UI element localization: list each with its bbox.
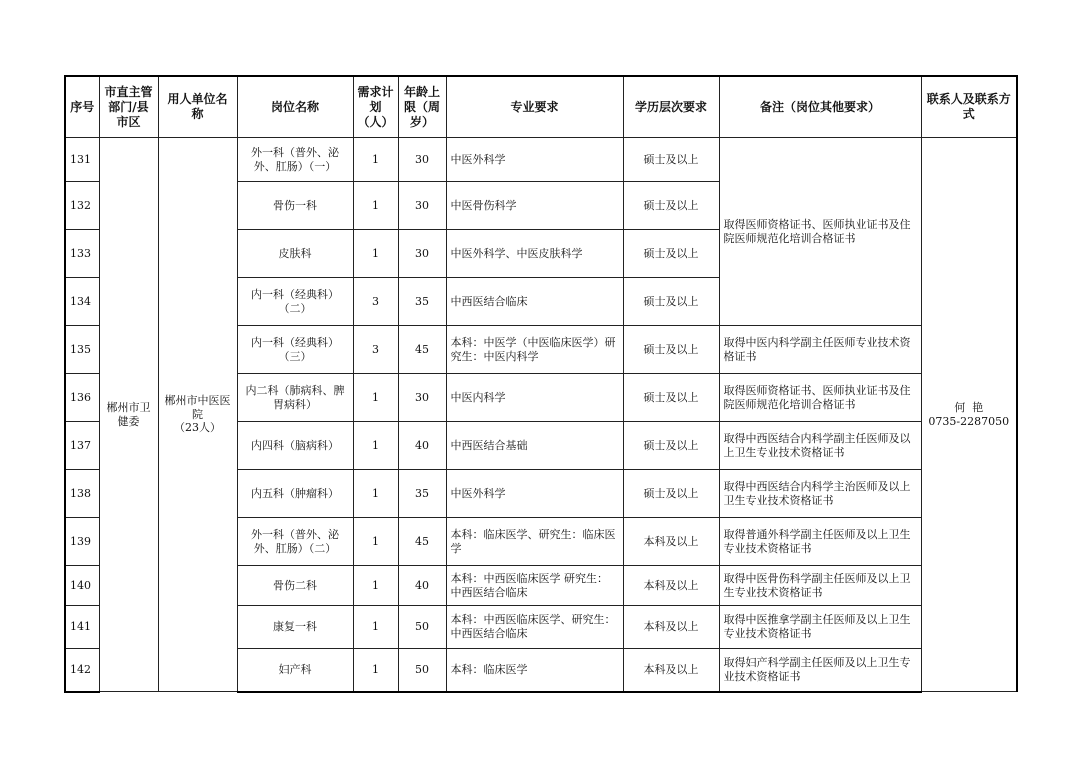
row-edu: 硕士及以上 — [623, 422, 719, 470]
row-major: 中医外科学 — [446, 138, 623, 182]
contact-name: 何 艳 — [954, 400, 984, 414]
row-count: 1 — [353, 230, 398, 278]
row-count: 1 — [353, 518, 398, 566]
row-edu: 本科及以上 — [623, 566, 719, 606]
shared-note-cell: 取得医师资格证书、医师执业证书及住院医师规范化培训合格证书 — [719, 138, 921, 326]
row-note: 取得中西医结合内科学副主任医师及以上卫生专业技术资格证书 — [719, 422, 921, 470]
row-seq: 140 — [65, 566, 99, 606]
row-major: 本科：中医学（中医临床医学）研究生：中医内科学 — [446, 326, 623, 374]
row-age: 35 — [398, 470, 446, 518]
row-note: 取得普通外科学副主任医师及以上卫生专业技术资格证书 — [719, 518, 921, 566]
row-age: 50 — [398, 649, 446, 692]
header-age: 年龄上限（周岁） — [398, 76, 446, 138]
header-count: 需求计划（人） — [353, 76, 398, 138]
row-seq: 142 — [65, 649, 99, 692]
row-seq: 137 — [65, 422, 99, 470]
row-major: 中医内科学 — [446, 374, 623, 422]
row-major: 中医骨伤科学 — [446, 182, 623, 230]
row-age: 30 — [398, 138, 446, 182]
row-note: 取得中医骨伤科学副主任医师及以上卫生专业技术资格证书 — [719, 566, 921, 606]
row-count: 1 — [353, 566, 398, 606]
row-post: 皮肤科 — [237, 230, 353, 278]
recruitment-table — [64, 75, 1018, 693]
header-row — [65, 76, 1017, 138]
row-count: 1 — [353, 470, 398, 518]
row-age: 30 — [398, 374, 446, 422]
row-post: 骨伤一科 — [237, 182, 353, 230]
row-post: 内五科（肿瘤科） — [237, 470, 353, 518]
row-age: 50 — [398, 606, 446, 649]
row-age: 45 — [398, 326, 446, 374]
row-age: 40 — [398, 566, 446, 606]
row-age: 30 — [398, 230, 446, 278]
row-note: 取得妇产科学副主任医师及以上卫生专业技术资格证书 — [719, 649, 921, 692]
row-major: 本科：中西医临床医学 研究生：中西医结合临床 — [446, 566, 623, 606]
row-edu: 硕士及以上 — [623, 326, 719, 374]
row-seq: 139 — [65, 518, 99, 566]
row-seq: 141 — [65, 606, 99, 649]
row-post: 康复一科 — [237, 606, 353, 649]
header-notes: 备注（岗位其他要求） — [719, 76, 921, 138]
header-seq: 序号 — [65, 76, 99, 138]
header-unit: 用人单位名称 — [158, 76, 237, 138]
row-major: 中西医结合基础 — [446, 422, 623, 470]
row-edu: 本科及以上 — [623, 649, 719, 692]
row-count: 1 — [353, 649, 398, 692]
row-count: 3 — [353, 326, 398, 374]
row-note: 取得中西医结合内科学主治医师及以上卫生专业技术资格证书 — [719, 470, 921, 518]
row-post: 外一科（普外、泌外、肛肠）（二） — [237, 518, 353, 566]
row-edu: 硕士及以上 — [623, 182, 719, 230]
row-post: 骨伤二科 — [237, 566, 353, 606]
header-edu: 学历层次要求 — [623, 76, 719, 138]
row-count: 1 — [353, 138, 398, 182]
row-seq: 136 — [65, 374, 99, 422]
row-seq: 135 — [65, 326, 99, 374]
unit-name: 郴州市中医医院 — [164, 393, 231, 421]
row-major: 中医外科学、中医皮肤科学 — [446, 230, 623, 278]
row-post: 内一科（经典科）（三） — [237, 326, 353, 374]
row-edu: 硕士及以上 — [623, 138, 719, 182]
row-age: 45 — [398, 518, 446, 566]
row-post: 妇产科 — [237, 649, 353, 692]
row-seq: 133 — [65, 230, 99, 278]
row-age: 35 — [398, 278, 446, 326]
contact-phone: 0735-2287050 — [928, 414, 1010, 428]
row-seq: 131 — [65, 138, 99, 182]
row-edu: 硕士及以上 — [623, 470, 719, 518]
row-edu: 硕士及以上 — [623, 230, 719, 278]
row-post: 内二科（肺病科、脾胃病科） — [237, 374, 353, 422]
row-age: 30 — [398, 182, 446, 230]
header-major: 专业要求 — [446, 76, 623, 138]
row-major: 本科：中西医临床医学、研究生：中西医结合临床 — [446, 606, 623, 649]
row-major: 本科：临床医学 — [446, 649, 623, 692]
row-count: 1 — [353, 182, 398, 230]
row-edu: 本科及以上 — [623, 518, 719, 566]
row-major: 本科：临床医学、研究生：临床医学 — [446, 518, 623, 566]
header-contact: 联系人及联系方式 — [921, 76, 1017, 138]
row-major: 中西医结合临床 — [446, 278, 623, 326]
row-seq: 132 — [65, 182, 99, 230]
unit-count: （23人） — [174, 421, 221, 435]
row-edu: 硕士及以上 — [623, 278, 719, 326]
row-seq: 134 — [65, 278, 99, 326]
row-post: 内四科（脑病科） — [237, 422, 353, 470]
header-dept: 市直主管部门/县市区 — [99, 76, 158, 138]
row-note: 取得中医推拿学副主任医师及以上卫生专业技术资格证书 — [719, 606, 921, 649]
unit-cell — [158, 138, 237, 692]
dept-cell: 郴州市卫健委 — [99, 138, 158, 692]
row-post: 外一科（普外、泌外、肛肠）（一） — [237, 138, 353, 182]
row-major: 中医外科学 — [446, 470, 623, 518]
table-row — [65, 138, 1017, 182]
row-edu: 本科及以上 — [623, 606, 719, 649]
row-post: 内一科（经典科）（二） — [237, 278, 353, 326]
row-note: 取得医师资格证书、医师执业证书及住院医师规范化培训合格证书 — [719, 374, 921, 422]
table-body — [65, 138, 1017, 692]
row-count: 3 — [353, 278, 398, 326]
row-edu: 硕士及以上 — [623, 374, 719, 422]
row-count: 1 — [353, 374, 398, 422]
contact-cell — [921, 138, 1017, 692]
row-count: 1 — [353, 606, 398, 649]
row-note: 取得中医内科学副主任医师专业技术资格证书 — [719, 326, 921, 374]
header-post: 岗位名称 — [237, 76, 353, 138]
row-count: 1 — [353, 422, 398, 470]
row-seq: 138 — [65, 470, 99, 518]
row-age: 40 — [398, 422, 446, 470]
